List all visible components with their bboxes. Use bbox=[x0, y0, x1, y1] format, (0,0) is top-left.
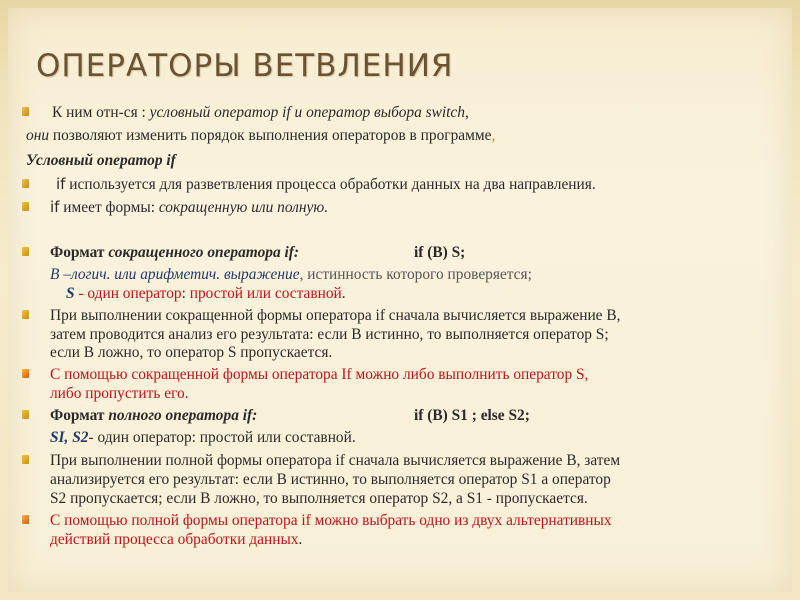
intro-cont-b: позволяют изменить порядок выполнения операторов в программе bbox=[49, 127, 492, 144]
if-keyword: if bbox=[50, 198, 60, 216]
full-format-syntax: if (B) S1 ; else S2; bbox=[414, 407, 530, 424]
b-desc-text: , истинность которого проверяется; bbox=[299, 266, 532, 283]
bullet-icon bbox=[22, 369, 29, 378]
bullet-icon bbox=[22, 179, 29, 188]
intro-text: условный оператор if и оператор выбора switch, bbox=[149, 104, 469, 121]
b-desc-italic: B –логич. или арифметич. выражение bbox=[50, 266, 300, 283]
short-format-label: Формат bbox=[50, 244, 109, 261]
s-label: S bbox=[66, 285, 75, 302]
short-format-syntax: if (B) S; bbox=[414, 244, 466, 261]
full-summary-text: действий процесса обработки данных bbox=[50, 531, 299, 548]
s1s2-label: SI, S2 bbox=[50, 429, 89, 446]
bullet-icon bbox=[22, 202, 29, 211]
if-keyword: if bbox=[56, 175, 66, 193]
full-format-name: полного оператора if: bbox=[108, 407, 258, 424]
bullet-icon bbox=[22, 455, 29, 464]
slide-title: ОПЕРАТОРЫ ВЕТВЛЕНИЯ bbox=[36, 48, 454, 84]
intro-label: К ним отн-ся : bbox=[52, 104, 150, 121]
s-desc-dot: . bbox=[341, 285, 346, 302]
bullet-icon bbox=[22, 310, 29, 319]
if-usage-text: используется для разветвления процесса обработки данных на два направления. bbox=[65, 176, 596, 193]
intro-cont-c: , bbox=[491, 127, 496, 144]
bullet-icon bbox=[22, 410, 29, 419]
s-desc-a: - один оператор bbox=[74, 285, 182, 302]
s-desc-colon: : bbox=[181, 285, 190, 302]
short-format-name: сокращенного оператора if: bbox=[108, 244, 300, 261]
bullet-icon bbox=[22, 107, 29, 116]
full-format-label: Формат bbox=[50, 407, 109, 424]
intro-cont-a: они bbox=[26, 127, 50, 144]
if-forms-italic: сокращенную или полную. bbox=[158, 199, 329, 216]
if-forms-text: имеет формы: bbox=[59, 199, 159, 216]
full-summary-dot: . bbox=[298, 531, 303, 548]
s1s2-text: - один оператор: простой или составной. bbox=[88, 429, 356, 446]
s-desc-b: простой или составной bbox=[189, 285, 342, 302]
bullet-icon bbox=[22, 247, 29, 256]
bullet-icon bbox=[22, 515, 29, 524]
